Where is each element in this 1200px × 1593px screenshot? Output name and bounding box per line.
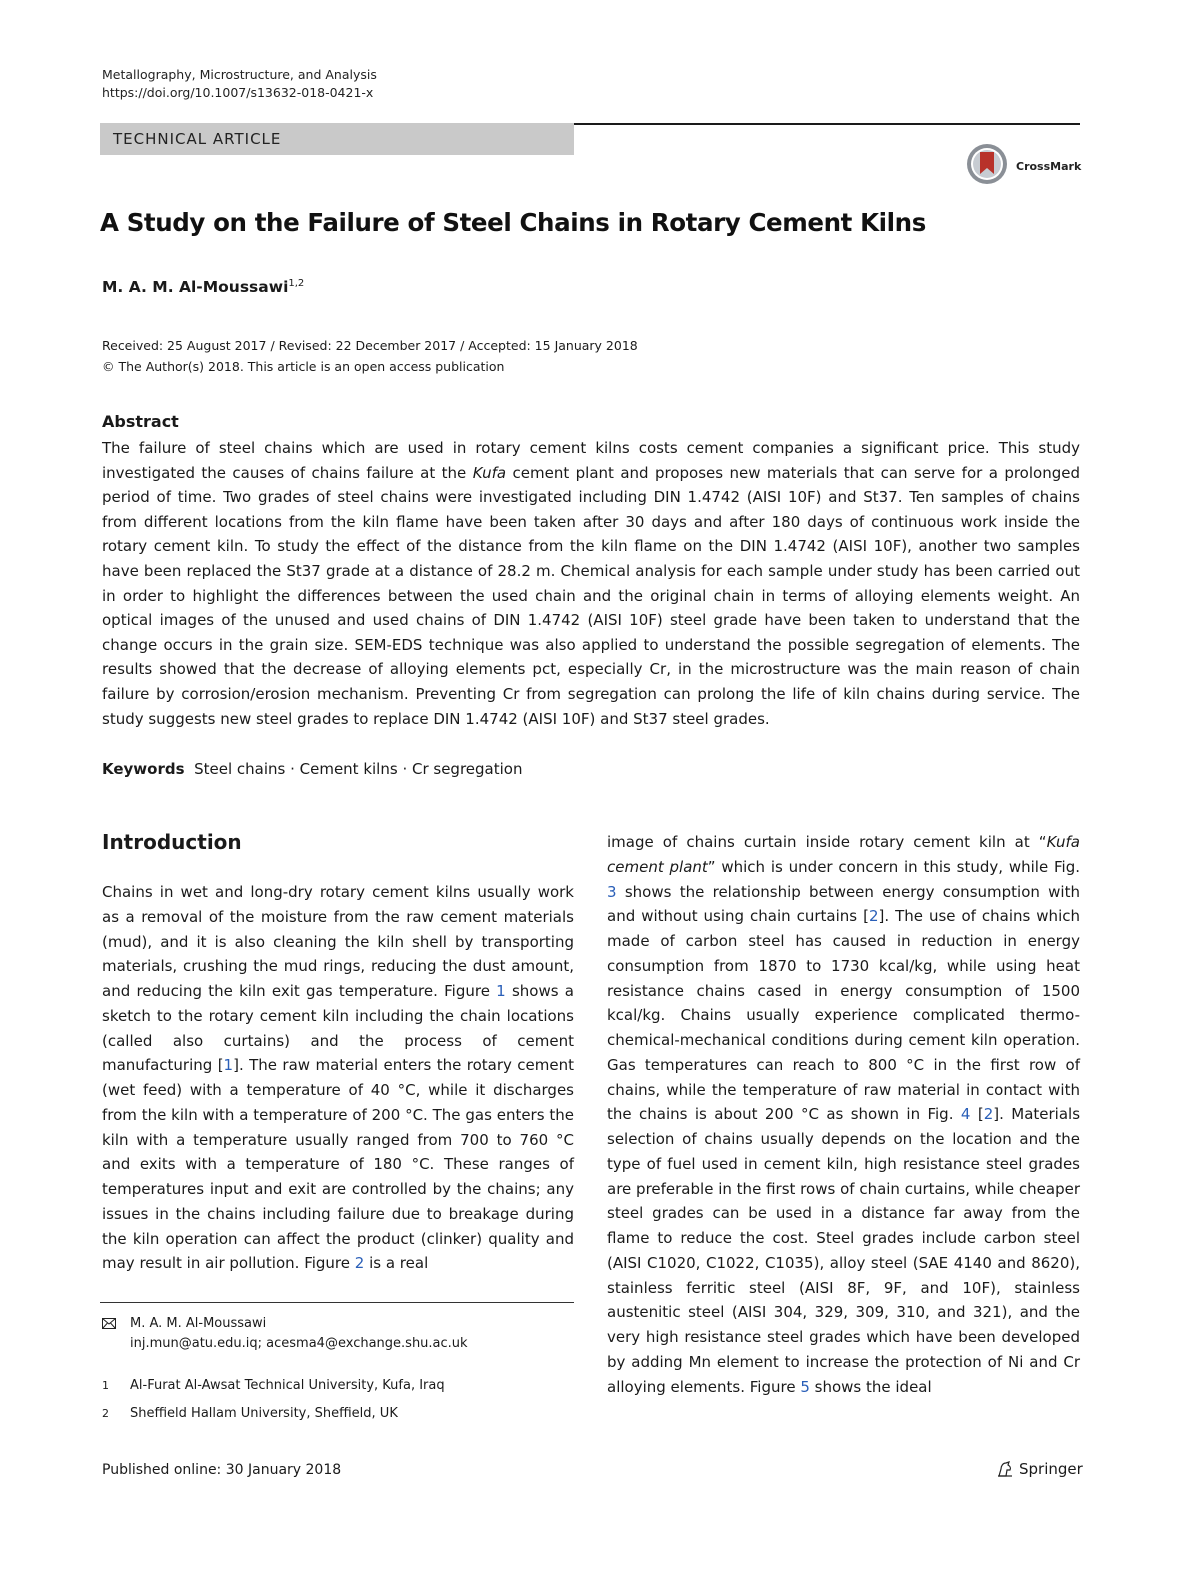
intro-left-text-4: is a real [364,1254,429,1273]
ref-figure-1[interactable]: 1 [496,982,506,1000]
author-affiliation-marks: 1,2 [288,278,305,289]
abstract-body [102,436,1080,731]
intro-right-text-7: shows the ideal [809,1377,932,1396]
intro-left-text-1: Chains in wet and long-dry rotary cement kilns usually work as a removal of the moisture from the raw cement materials (mud), and it is also cleaning the kiln shell by transporting materials, crushing the mud rings, reducing the dust amount, and reducing the kiln exit gas temperature. Figure [102,883,574,1000]
journal-name: Metallography, Microstructure, and Analysis [102,67,377,82]
keywords-text: Steel chains · Cement kilns · Cr segregation [194,760,523,778]
author-line [102,278,304,296]
abstract-text-1: The failure of steel chains which are used in rotary cement kilns costs cement companies a significant price. This study investigated the causes of chains failure at the [102,439,1080,482]
crossmark-label: CrossMark [1016,160,1082,173]
abstract-italic: Kufa [472,463,507,482]
article-dates [102,335,638,377]
intro-right-column [607,830,1080,1399]
publisher-logo[interactable] [996,1460,1083,1478]
corresponding-author-name: M. A. M. Al-Moussawi [130,1316,267,1331]
section-label: TECHNICAL ARTICLE [113,130,282,148]
introduction-heading: Introduction [102,830,242,854]
publisher-name: Springer [1019,1460,1083,1478]
article-history: Received: 25 August 2017 / Revised: 22 December 2017 / Accepted: 15 January 2018 [102,338,638,353]
affiliation-2 [102,1404,572,1424]
published-online: Published online: 30 January 2018 [102,1462,342,1478]
intro-right-text-1: image of chains curtain inside rotary cement kiln at “ [607,833,1047,851]
keywords-label: Keywords [102,760,185,778]
ref-citation-1[interactable]: 1 [223,1056,234,1075]
affiliation-1-text: Al-Furat Al-Awsat Technical University, Kufa, Iraq [130,1378,445,1393]
abstract-heading: Abstract [102,412,179,431]
affiliation-1 [102,1376,572,1396]
corresponding-author-email[interactable]: inj.mun@atu.edu.iq; acesma4@exchange.shu.ac.uk [130,1336,468,1351]
intro-right-text-6: ]. Materials selection of chains usually depends on the location and the type of fuel used in cement kiln, high resistance steel grades are preferable in the first rows of chain curtains, while cheaper steel grades can be used in a distance far away from the flame to reduce the cost. Steel grades include carbon steel (AISI C1020, C1022, C1035), alloy steel (SAE 4140 and 8620), stainless ferritic steel (AISI 8F, 9F, and 10F), stainless austenitic steel (AISI 304, 329, 309, 310, and 321), and the very high resistance steel grades which have been developed by adding Mn element to increase the protection of Ni and Cr alloying elements. Figure [607,1105,1081,1396]
intro-left-text-2: shows a sketch to the rotary cement kiln including the chain locations (called also curtains) and the process of cement manufacturing [ [102,982,574,1075]
footnote-rule [100,1302,574,1303]
corresponding-author [102,1314,572,1354]
intro-right-text-4: ]. The use of chains which made of carbon steel has caused in reduction in energy consumption from 1870 to 1730 kcal/kg, while using heat resistance chains cased in energy consumption of 1500 kcal/kg. Chains usually experience complicated thermo-chemical-mechanical conditions during cement kiln operation. Gas temperatures can reach to 800 °C in the first row of chains, while the temperature of raw material in contact with the chains is about 200 °C as shown in Fig. [607,907,1080,1124]
crossmark-icon [966,143,1084,185]
affiliation-2-mark: 2 [102,1407,109,1420]
journal-header [102,66,377,102]
ref-figure-2[interactable]: 2 [354,1254,365,1273]
ref-citation-2a[interactable]: 2 [868,907,879,926]
doi-link[interactable]: https://doi.org/10.1007/s13632-018-0421-x [102,85,374,100]
intro-left-text-3: ]. The raw material enters the rotary cement (wet feed) with a temperature of 40 °C, while it discharges from the kiln with a temperature of 200 °C. The gas enters the kiln with a temperature usually ranged from 700 to 760 °C and exits with a temperature of 180 °C. These ranges of temperatures input and exit are controlled by the chains; any issues in the chains including failure due to breakage during the kiln operation can affect the product (clinker) quality and may result in air pollution. Figure [102,1056,574,1273]
license-line: © The Author(s) 2018. This article is an open access publication [102,359,505,374]
intro-right-text-3: shows the relationship between energy consumption with and without using chain curtains [ [607,882,1080,926]
affiliation-2-text: Sheffield Hallam University, Sheffield, UK [130,1406,398,1421]
author-name[interactable]: M. A. M. Al-Moussawi [102,278,289,297]
envelope-icon [102,1318,116,1329]
abstract-text-2: cement plant and proposes new materials that can serve for a prolonged period of time. Two grades of steel chains were investigated including DIN 1.4742 (AISI 10F) and St37. Ten samples of chains from different locations from the kiln flame have been taken after 30 days and after 180 days of continuous work inside the rotary cement kiln. To study the effect of the distance from the kiln flame on the DIN 1.4742 (AISI 10F), another two samples have been replaced the St37 grade at a distance of 28.2 m. Chemical analysis for each sample under study has been carried out in order to highlight the differences between the used chain and the original chain in terms of alloying elements weight. An optical images of the unused and used chains of DIN 1.4742 (AISI 10F) steel grade have been taken to understand that the change occurs in the grain size. SEM-EDS technique was also applied to understand the possible segregation of elements. The results showed that the decrease of alloying elements pct, especially Cr, in the microstructure was the main reason of chain failure by corrosion/erosion mechanism. Preventing Cr from segregation can prolong the life of kiln chains during service. The study suggests new steel grades to replace DIN 1.4742 (AISI 10F) and St37 steel grades. [102,463,1080,728]
crossmark-badge[interactable] [966,143,1084,185]
article-title: A Study on the Failure of Steel Chains in Rotary Cement Kilns [100,208,926,237]
intro-right-italic: Kufa cement plant [607,833,1080,876]
intro-right-text-2: ” which is under concern in this study, while Fig. [707,857,1080,876]
ref-citation-2b[interactable]: 2 [983,1105,994,1124]
intro-left-column [102,880,574,1276]
top-rule [574,123,1080,125]
ref-figure-5[interactable]: 5 [800,1377,810,1396]
ref-figure-4[interactable]: 4 [960,1105,971,1124]
ref-figure-3[interactable]: 3 [607,882,617,901]
keywords-line [102,760,522,778]
intro-right-text-5: [ [970,1105,984,1124]
affiliation-1-mark: 1 [102,1379,109,1392]
springer-horse-icon [996,1460,1014,1478]
